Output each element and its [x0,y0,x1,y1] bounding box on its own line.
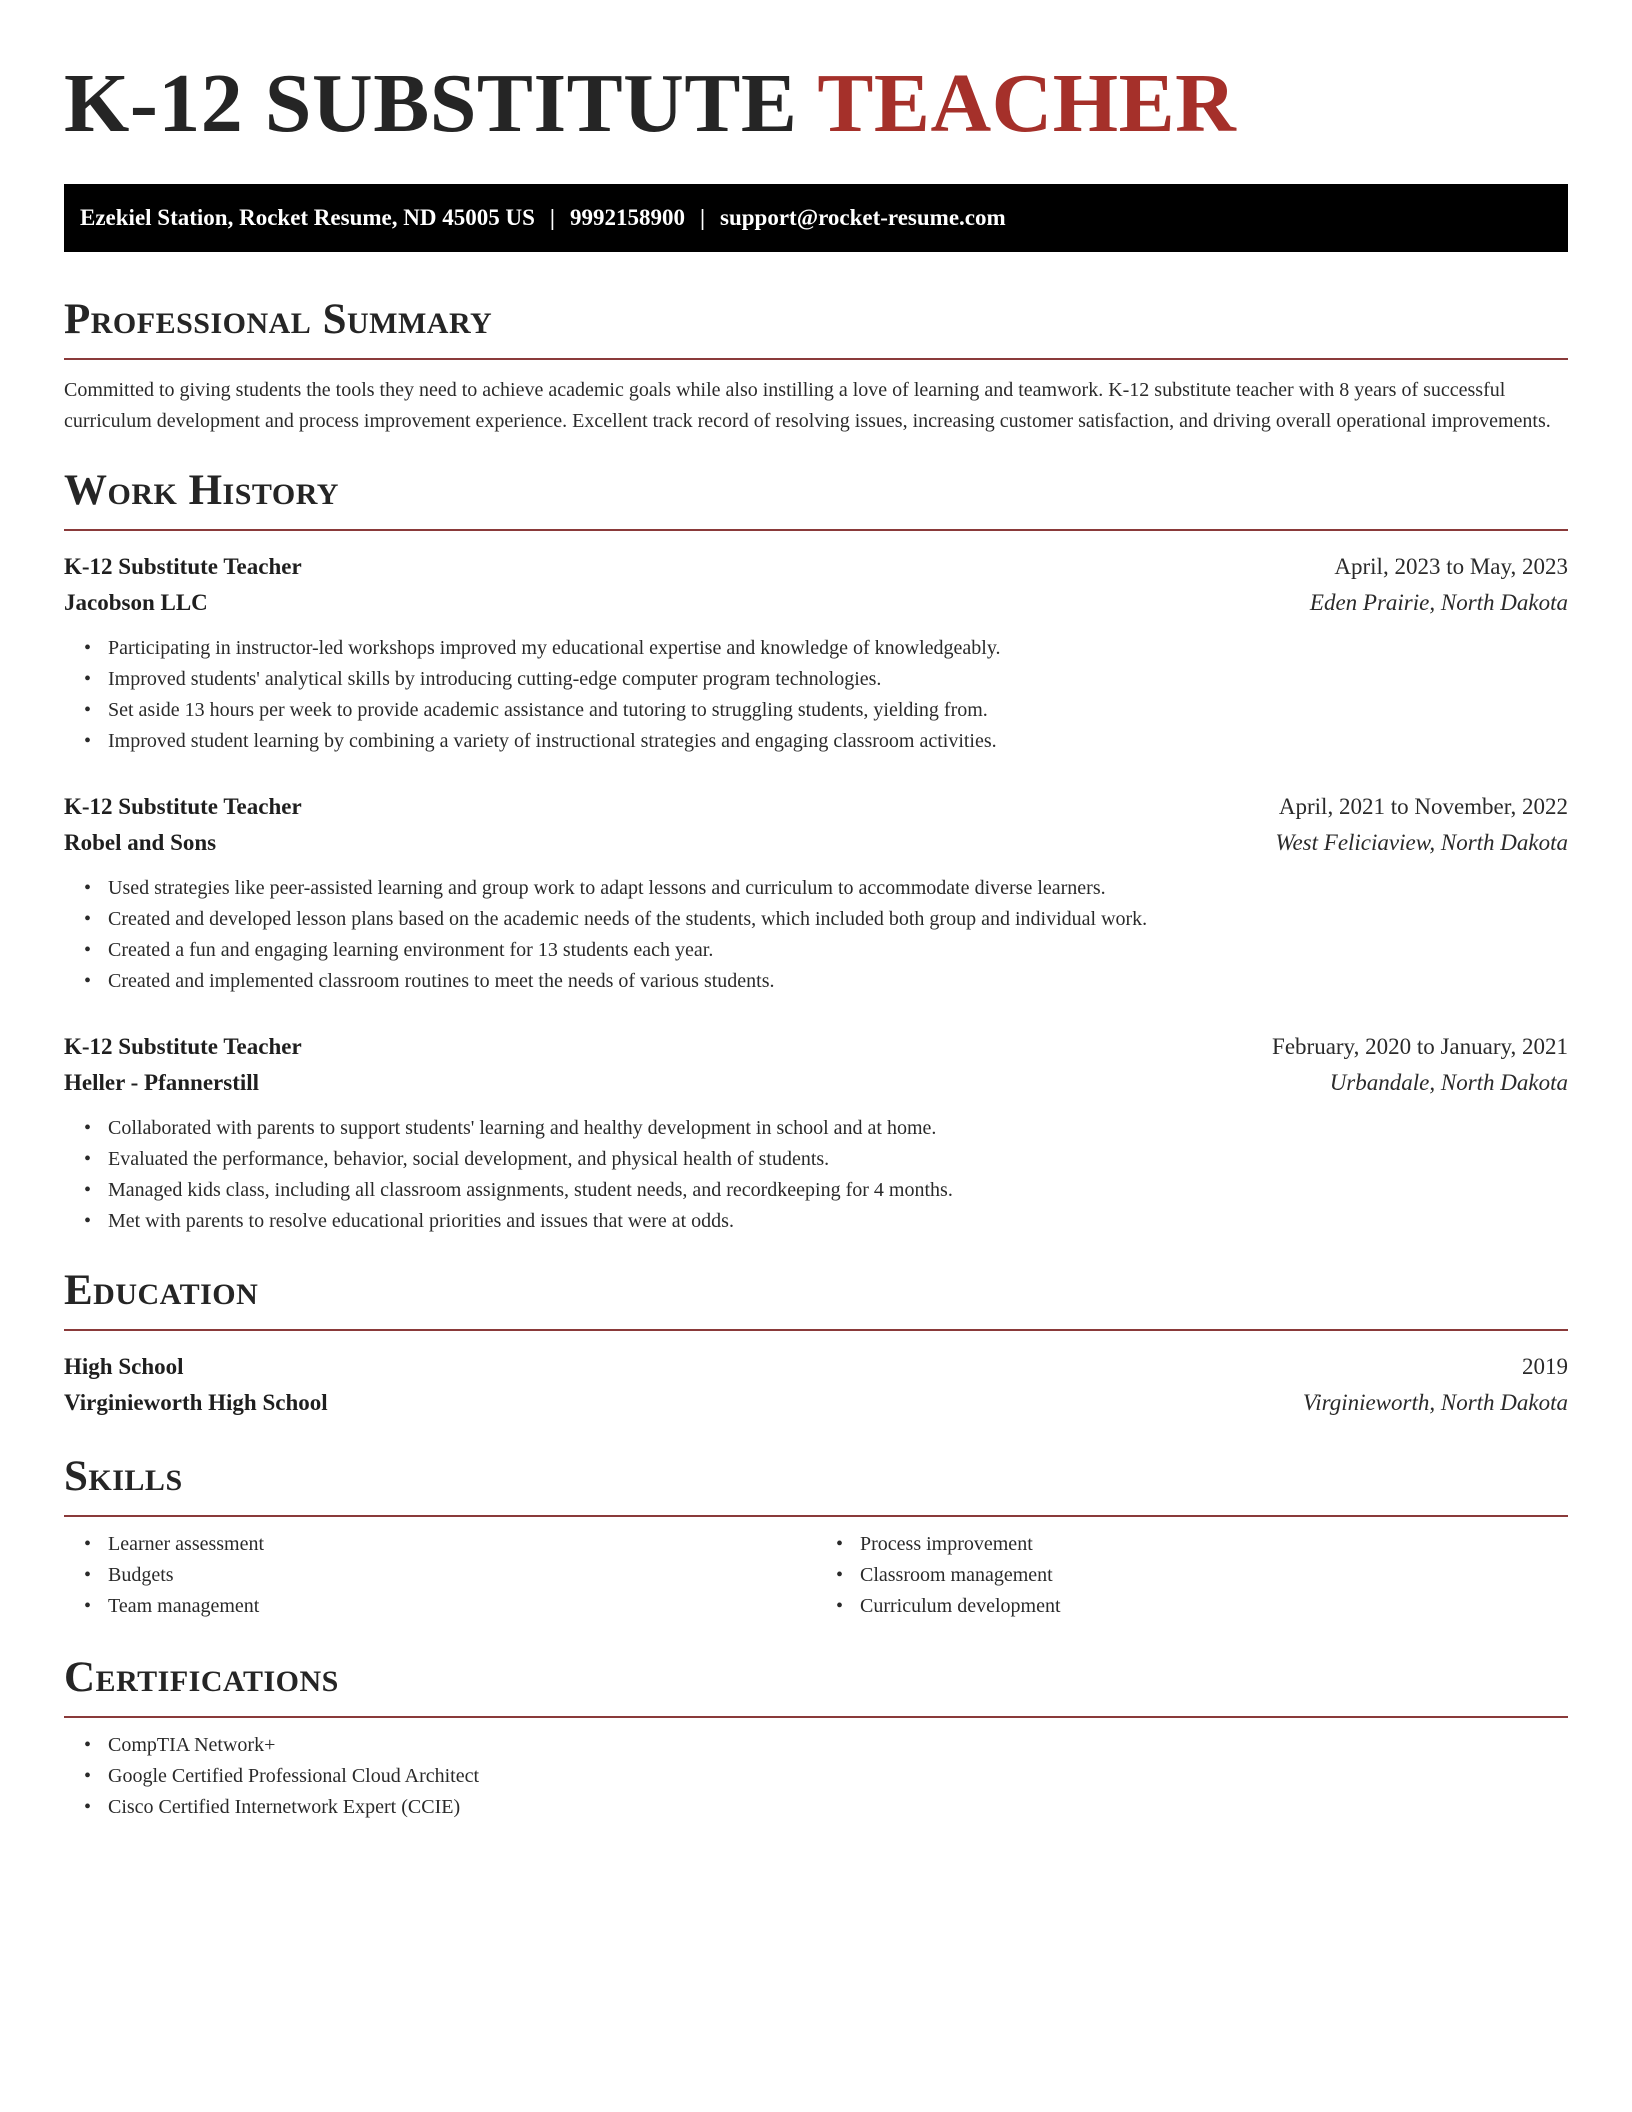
skill-item: • Team management [108,1591,816,1622]
skill-item: • Classroom management [860,1560,1568,1591]
certification-item: • Cisco Certified Internetwork Expert (CCIE) [108,1792,1568,1823]
job-bullet: • Managed kids class, including all classroom assignments, student needs, and recordkeeping for 4 months. [108,1175,1568,1206]
job-bullet: • Participating in instructor-led workshops improved my educational expertise and knowledge of knowledgeably. [108,633,1568,664]
education-entry [64,1349,1568,1421]
name-part-accent: TEACHER [817,57,1237,150]
education-year: 2019 [1522,1354,1568,1379]
job-role: K-12 Substitute Teacher [64,554,302,579]
job-bullet-list [64,1113,1568,1237]
job-company-row [64,585,1568,621]
job-bullet: • Created and developed lesson plans based on the academic needs of the students, which included both group and individual work. [108,904,1568,935]
contact-bar [64,184,1568,252]
section-title-summary: Professional Summary [64,296,1568,360]
job-role: K-12 Substitute Teacher [64,794,302,819]
job-company: Robel and Sons [64,830,217,855]
contact-email: support@rocket-resume.com [720,205,1006,230]
contact-separator: | [699,205,706,230]
job-location: Eden Prairie, North Dakota [1309,590,1568,615]
job-bullet: • Used strategies like peer-assisted learning and group work to adapt lessons and curriculum to accommodate diverse learners. [108,873,1568,904]
skill-item: • Process improvement [860,1529,1568,1560]
contact-separator: | [549,205,555,230]
contact-address: Ezekiel Station, Rocket Resume, ND 45005 US [80,205,535,230]
job-entry [64,789,1568,997]
job-bullet: • Improved student learning by combining a variety of instructional strategies and engaging classroom activities. [108,726,1568,757]
certification-item: • Google Certified Professional Cloud Architect [108,1761,1568,1792]
job-dates: February, 2020 to January, 2021 [1272,1034,1568,1059]
skills-section [64,1453,1568,1622]
job-bullet: • Created and implemented classroom routines to meet the needs of various students. [108,966,1568,997]
skill-item: • Budgets [108,1560,816,1591]
education-school-row [64,1385,1568,1421]
education-school: Virginieworth High School [64,1390,328,1415]
job-bullet-list [64,633,1568,757]
job-company-row [64,825,1568,861]
education-section [64,1267,1568,1421]
contact-phone: 9992158900 [569,205,685,230]
job-company: Heller - Pfannerstill [64,1070,260,1095]
job-header-row [64,1029,1568,1065]
job-header-row [64,789,1568,825]
job-location: Urbandale, North Dakota [1329,1070,1568,1095]
skills-column-left [64,1529,816,1622]
resume-name-heading [64,56,1568,152]
job-entry [64,1029,1568,1237]
section-title-certifications: Certifications [64,1654,1568,1718]
section-title-education: Education [64,1267,1568,1331]
education-degree: High School [64,1354,184,1379]
job-dates: April, 2021 to November, 2022 [1278,794,1568,819]
job-bullet: • Met with parents to resolve educational priorities and issues that were at odds. [108,1206,1568,1237]
skill-item: • Curriculum development [860,1591,1568,1622]
certification-list [64,1730,1568,1823]
certification-item: • CompTIA Network+ [108,1730,1568,1761]
education-header-row [64,1349,1568,1385]
section-title-skills: Skills [64,1453,1568,1517]
name-part-primary: K-12 SUBSTITUTE [64,57,798,150]
job-bullet: • Evaluated the performance, behavior, social development, and physical health of students. [108,1144,1568,1175]
job-entry [64,549,1568,757]
skill-item: • Learner assessment [108,1529,816,1560]
job-bullet: • Collaborated with parents to support students' learning and healthy development in school and at home. [108,1113,1568,1144]
summary-text: Committed to giving students the tools they need to achieve academic goals while also instilling a love of learning and teamwork. K-12 substitute teacher with 8 years of successful curriculum development and process improvement experience. Excellent track record of resolving issues, increasing customer satisfaction, and driving overall operational improvements. [64,379,1551,432]
job-role: K-12 Substitute Teacher [64,1034,302,1059]
section-title-work-history: Work History [64,467,1568,531]
work-history-section [64,467,1568,1237]
job-dates: April, 2023 to May, 2023 [1334,554,1568,579]
job-header-row [64,549,1568,585]
job-bullet: • Improved students' analytical skills by introducing cutting-edge computer program technologies. [108,664,1568,695]
job-bullet: • Set aside 13 hours per week to provide academic assistance and tutoring to struggling students, yielding from. [108,695,1568,726]
education-location: Virginieworth, North Dakota [1302,1390,1568,1415]
job-company-row [64,1065,1568,1101]
skills-column-right [816,1529,1568,1622]
job-company: Jacobson LLC [64,590,208,615]
job-location: West Feliciaview, North Dakota [1275,830,1568,855]
job-bullet: • Created a fun and engaging learning environment for 13 students each year. [108,935,1568,966]
summary-section [64,296,1568,437]
job-bullet-list [64,873,1568,997]
skills-grid [64,1529,1568,1622]
certifications-section [64,1654,1568,1823]
